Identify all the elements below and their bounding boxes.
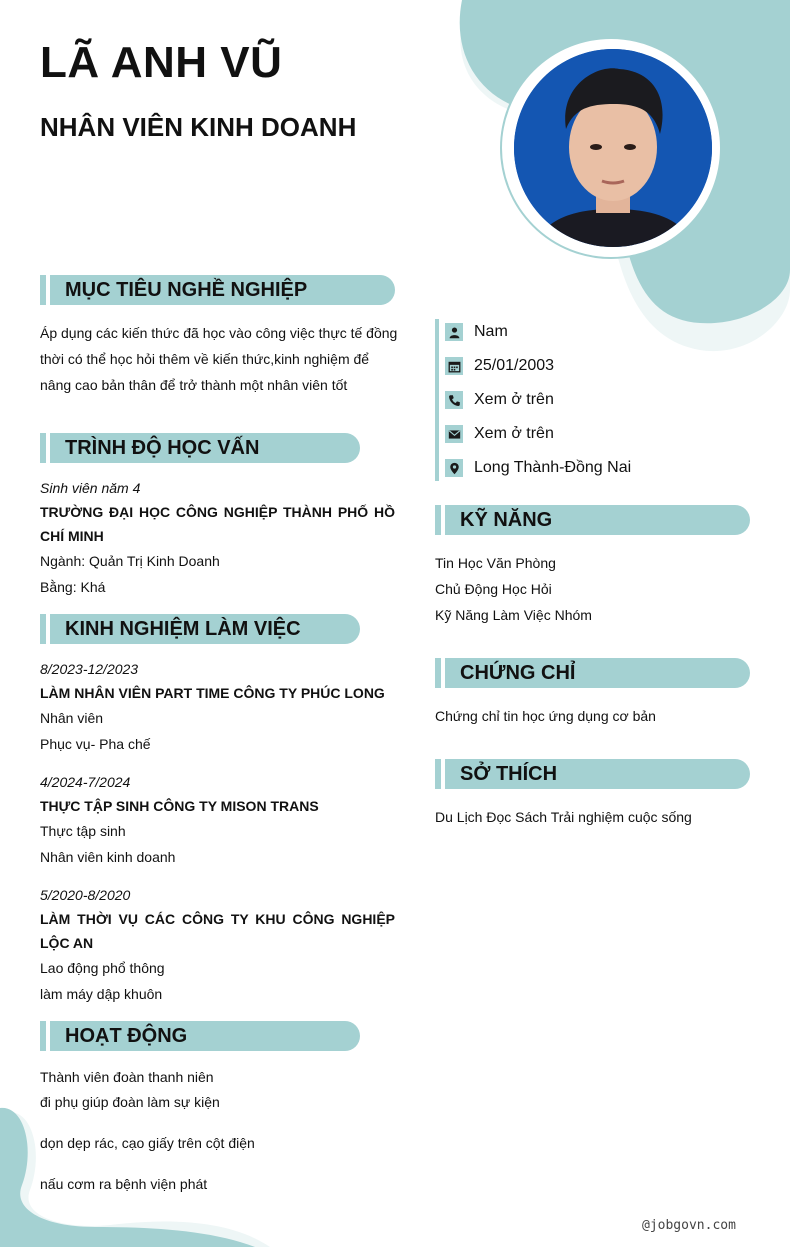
education-major: Ngành: Quản Trị Kinh Doanh	[40, 553, 220, 569]
info-address-value: Long Thành-Đồng Nai	[474, 459, 632, 476]
job-title: NHÂN VIÊN KINH DOANH	[40, 112, 357, 142]
experience-period: 4/2024-7/2024	[40, 774, 131, 790]
experience-desc: Nhân viên kinh doanh	[40, 849, 176, 865]
calendar-icon	[445, 357, 463, 375]
experience-role: Thực tập sinh	[40, 823, 126, 839]
experience-desc: làm máy dập khuôn	[40, 986, 163, 1002]
education-block	[40, 476, 395, 600]
objective-text	[40, 320, 400, 398]
experience-title: THỰC TẬP SINH CÔNG TY MISON TRANS	[40, 798, 319, 814]
info-phone	[445, 388, 554, 412]
objective-line: thời có thể học hỏi thêm về kiến thức,kinh nghiệm để	[40, 351, 370, 367]
activity-line: nấu cơm ra bệnh viện phát	[40, 1176, 208, 1192]
experience-role: Lao động phổ thông	[40, 960, 165, 976]
skill-item: Kỹ Năng Làm Việc Nhóm	[435, 607, 592, 623]
info-address	[445, 456, 631, 480]
location-icon	[445, 459, 463, 477]
info-birthday	[445, 354, 554, 378]
info-phone-value: Xem ở trên	[474, 391, 554, 408]
section-certificates-title: CHỨNG CHỈ	[445, 658, 750, 688]
activity-line: đi phụ giúp đoàn làm sự kiện	[40, 1094, 220, 1110]
education-period: Sinh viên năm 4	[40, 480, 141, 496]
phone-icon	[445, 391, 463, 409]
section-skills-title: KỸ NĂNG	[445, 505, 750, 535]
education-degree: Bằng: Khá	[40, 579, 106, 595]
info-gender	[445, 320, 508, 344]
objective-line: nâng cao bản thân để trở thành một nhân viên tốt	[40, 377, 348, 393]
education-school: TRƯỜNG ĐẠI HỌC CÔNG NGHIỆP THÀNH PHỐ HỒ CHÍ MINH	[40, 504, 395, 544]
portrait-illustration	[514, 49, 712, 247]
section-objective-title: MỤC TIÊU NGHỀ NGHIỆP	[50, 275, 395, 305]
hobby-item: Du Lịch Đọc Sách Trải nghiệm cuộc sống	[435, 809, 692, 825]
experience-title: LÀM NHÂN VIÊN PART TIME CÔNG TY PHÚC LONG	[40, 685, 385, 701]
experience-item	[40, 657, 395, 757]
info-gender-value: Nam	[474, 323, 508, 340]
section-activities-title: HOẠT ĐỘNG	[50, 1021, 360, 1051]
info-email	[445, 422, 554, 446]
section-hobbies	[435, 759, 750, 789]
experience-role: Nhân viên	[40, 710, 104, 726]
section-certificates	[435, 658, 750, 688]
section-hobbies-title: SỞ THÍCH	[445, 759, 750, 789]
skill-item: Tin Học Văn Phòng	[435, 555, 556, 571]
skill-item: Chủ Động Học Hỏi	[435, 581, 552, 597]
info-email-value: Xem ở trên	[474, 425, 554, 442]
person-icon	[445, 323, 463, 341]
section-experience	[40, 614, 360, 644]
experience-title: LÀM THỜI VỤ CÁC CÔNG TY KHU CÔNG NGHIỆP LỘC AN	[40, 911, 395, 951]
section-experience-title: KINH NGHIỆM LÀM VIỆC	[50, 614, 360, 644]
avatar-frame	[500, 37, 722, 259]
section-education	[40, 433, 360, 463]
activity-line: Thành viên đoàn thanh niên	[40, 1069, 214, 1085]
experience-period: 8/2023-12/2023	[40, 661, 139, 677]
section-objective	[40, 275, 395, 305]
candidate-name: LÃ ANH VŨ	[40, 38, 283, 87]
section-education-title: TRÌNH ĐỘ HỌC VẤN	[50, 433, 360, 463]
info-divider	[435, 319, 439, 481]
info-birthday-value: 25/01/2003	[474, 357, 555, 374]
experience-item	[40, 883, 395, 1007]
activity-line: dọn dẹp rác, cạo giấy trên cột điện	[40, 1135, 255, 1151]
mail-icon	[445, 425, 463, 443]
watermark: @jobgovn.com	[642, 1218, 736, 1233]
objective-line: Áp dụng các kiến thức đã học vào công việc thực tế đồng	[40, 325, 398, 341]
section-skills	[435, 505, 750, 535]
experience-desc: Phục vụ- Pha chế	[40, 736, 151, 752]
skills-list	[435, 550, 755, 628]
experience-item	[40, 770, 395, 870]
section-activities	[40, 1021, 360, 1051]
experience-period: 5/2020-8/2020	[40, 887, 131, 903]
avatar	[514, 49, 712, 247]
certificate-item: Chứng chỉ tin học ứng dụng cơ bản	[435, 708, 656, 724]
